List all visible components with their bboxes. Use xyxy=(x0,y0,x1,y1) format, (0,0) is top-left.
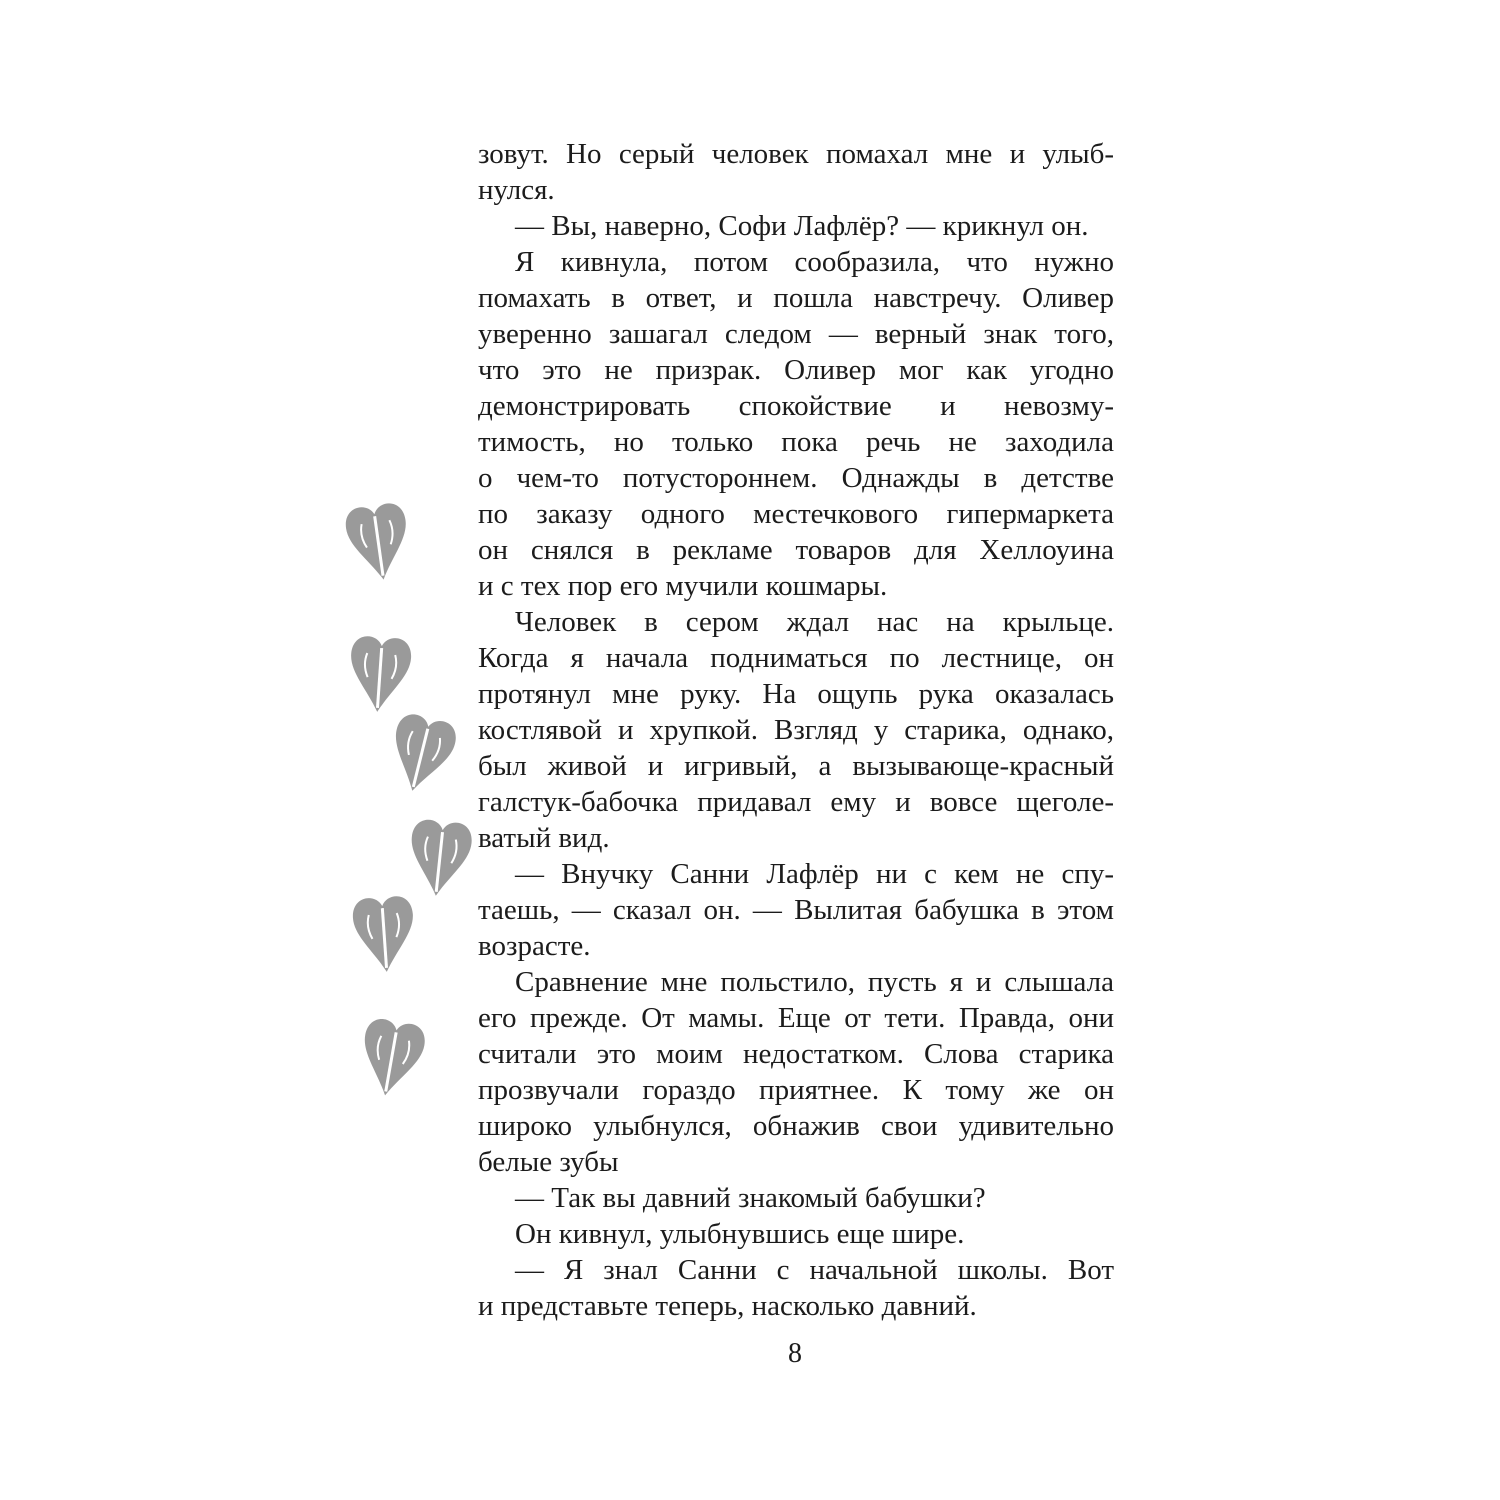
body-text xyxy=(478,136,1114,1324)
text-line: широко улыбнулся, обнажив свои удивительно xyxy=(478,1110,1114,1142)
text-line: — Так вы давний знакомый бабушки? xyxy=(515,1182,986,1214)
heart-icon-2 xyxy=(347,635,412,714)
heart-icon-5 xyxy=(352,895,417,974)
text-line: о чем-то потустороннем. Однажды в детстве xyxy=(478,462,1114,494)
text-line: Сравнение мне польстило, пусть я и слышала xyxy=(515,966,1114,998)
text-line: считали это моим недостатком. Слова старика xyxy=(478,1038,1114,1070)
text-line: Я кивнула, потом сообразила, что нужно xyxy=(515,246,1114,278)
text-line: демонстрировать спокойствие и невозму- xyxy=(478,390,1114,422)
text-line: костлявой и хрупкой. Взгляд у старика, однако, xyxy=(478,714,1114,746)
heart-icon-6 xyxy=(356,1016,428,1100)
text-line: протянул мне руку. На ощупь рука оказалась xyxy=(478,678,1114,710)
text-line: возрасте. xyxy=(478,930,591,962)
text-line: его прежде. От мамы. Еще от тети. Правда, они xyxy=(478,1002,1114,1034)
text-line: и с тех пор его мучили кошмары. xyxy=(478,570,888,602)
text-line: что это не призрак. Оливер мог как угодно xyxy=(478,354,1114,386)
text-line: он снялся в рекламе товаров для Хеллоуина xyxy=(478,534,1114,566)
text-line: — Внучку Санни Лафлёр ни с кем не спу- xyxy=(515,858,1114,890)
page-number: 8 xyxy=(788,1338,802,1369)
text-line: — Вы, наверно, Софи Лафлёр? — крикнул он. xyxy=(515,210,1089,242)
text-line: тимость, но только пока речь не заходила xyxy=(478,426,1114,458)
text-line: ватый вид. xyxy=(478,822,610,854)
text-line: и представьте теперь, насколько давний. xyxy=(478,1290,977,1322)
text-line: уверенно зашагал следом — верный знак того, xyxy=(478,318,1114,350)
text-line: таешь, — сказал он. — Вылитая бабушка в этом xyxy=(478,894,1114,926)
text-line: прозвучали гораздо приятнее. К тому же он xyxy=(478,1074,1114,1106)
text-line: — Я знал Санни с начальной школы. Вот xyxy=(515,1254,1114,1286)
text-line: белые зубы xyxy=(478,1146,619,1178)
text-line: галстук-бабочка придавал ему и вовсе щеголе- xyxy=(478,786,1114,818)
heart-icon-1 xyxy=(343,501,413,583)
text-line: по заказу одного местечкового гипермаркета xyxy=(478,498,1114,530)
text-line: нулся. xyxy=(478,174,555,206)
text-line: был живой и игривый, а вызывающе-красный xyxy=(478,750,1114,782)
text-line: Он кивнул, улыбнувшись еще шире. xyxy=(515,1218,965,1250)
text-line: Человек в сером ждал нас на крыльце. xyxy=(515,606,1114,638)
text-line: Когда я начала подниматься по лестнице, он xyxy=(478,642,1114,674)
heart-icon-3 xyxy=(383,711,459,798)
heart-icon-4 xyxy=(406,818,473,899)
text-line: зовут. Но серый человек помахал мне и улыб- xyxy=(478,138,1114,170)
text-line: помахать в ответ, и пошла навстречу. Оливер xyxy=(478,282,1114,314)
